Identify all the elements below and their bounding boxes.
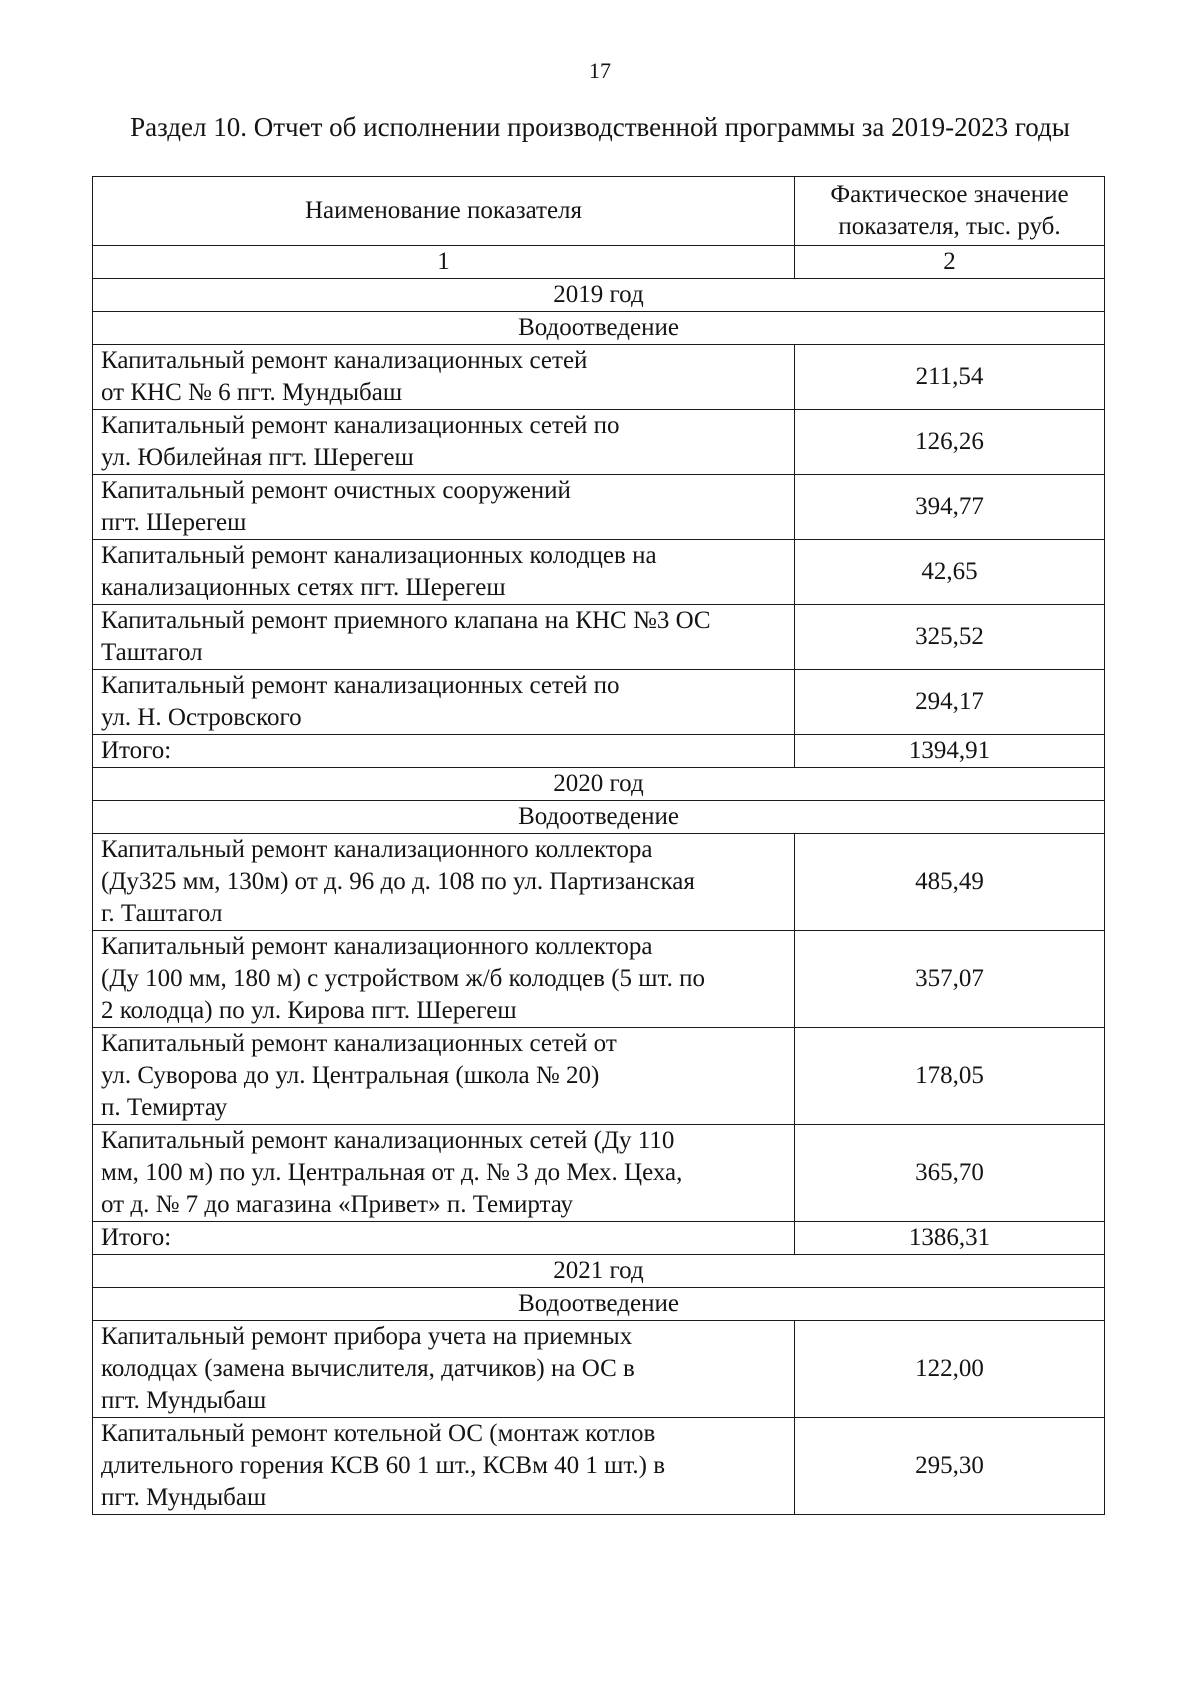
year-row	[93, 768, 1105, 801]
indicator-value-cell: 294,17	[795, 670, 1105, 735]
indicator-name-line: ул. Суворова до ул. Центральная (школа № 20)	[101, 1062, 600, 1089]
indicator-name-line: Капитальный ремонт канализационных сетей (Ду 110	[101, 1127, 675, 1154]
indicator-name-cell	[93, 1418, 795, 1515]
indicator-value-cell: 485,49	[795, 834, 1105, 931]
indicator-name-cell	[93, 1028, 795, 1125]
indicator-name-cell	[93, 475, 795, 540]
indicator-name-line: Капитальный ремонт канализационного коллектора	[101, 933, 653, 960]
indicator-name-line: Капитальный ремонт канализационных сетей по	[101, 412, 620, 439]
table-row	[93, 475, 1105, 540]
indicator-name-line: мм, 100 м) по ул. Центральная от д. № 3 до Мех. Цеха,	[101, 1159, 683, 1186]
header-indicator-name: Наименование показателя	[93, 177, 795, 246]
indicator-name-line: Таштагол	[101, 639, 203, 666]
year-row	[93, 1255, 1105, 1288]
total-label: Итого:	[93, 735, 795, 768]
indicator-name-line: от д. № 7 до магазина «Привет» п. Темиртау	[101, 1191, 574, 1218]
indicator-name-cell	[93, 670, 795, 735]
category-row	[93, 1288, 1105, 1321]
indicator-name-line: г. Таштагол	[101, 900, 223, 927]
indicator-name-line: п. Темиртау	[101, 1094, 228, 1121]
indicator-name-cell	[93, 834, 795, 931]
page-number: 17	[589, 58, 611, 83]
indicator-name-line: Капитальный ремонт канализационных колодцев на	[101, 542, 657, 569]
total-value: 1394,91	[795, 735, 1105, 768]
indicator-name-line: ул. Н. Островского	[101, 704, 302, 731]
indicator-name-line: Капитальный ремонт канализационных сетей от	[101, 1030, 617, 1057]
indicator-value-cell: 42,65	[795, 540, 1105, 605]
category-label: Водоотведение	[93, 312, 1105, 345]
indicator-value-cell: 295,30	[795, 1418, 1105, 1515]
indicator-name-line: канализационных сетях пгт. Шерегеш	[101, 574, 506, 601]
year-label: 2019 год	[93, 279, 1105, 312]
indicator-name-line: пгт. Мундыбаш	[101, 1387, 267, 1414]
column-numbering-row	[93, 246, 1105, 279]
indicator-name-line: Капитальный ремонт приемного клапана на КНС №3 ОС	[101, 607, 711, 634]
indicator-name-cell	[93, 605, 795, 670]
year-label: 2020 год	[93, 768, 1105, 801]
indicator-name-line: от КНС № 6 пгт. Мундыбаш	[101, 379, 403, 406]
report-table	[92, 176, 1105, 1515]
table-row	[93, 1125, 1105, 1222]
table-row	[93, 834, 1105, 931]
table-row	[93, 1418, 1105, 1515]
indicator-value-cell: 365,70	[795, 1125, 1105, 1222]
indicator-name-line: колодцах (замена вычислителя, датчиков) на ОС в	[101, 1355, 635, 1382]
indicator-name-cell	[93, 540, 795, 605]
indicator-name-cell	[93, 931, 795, 1028]
table-row	[93, 1321, 1105, 1418]
indicator-name-line: Капитальный ремонт прибора учета на приемных	[101, 1323, 633, 1350]
total-label: Итого:	[93, 1222, 795, 1255]
indicator-name-line: пгт. Шерегеш	[101, 509, 247, 536]
table-row	[93, 1028, 1105, 1125]
indicator-name-line: пгт. Мундыбаш	[101, 1484, 267, 1511]
year-row	[93, 279, 1105, 312]
category-row	[93, 312, 1105, 345]
indicator-value-cell: 126,26	[795, 410, 1105, 475]
indicator-value-cell: 178,05	[795, 1028, 1105, 1125]
table-row	[93, 345, 1105, 410]
indicator-name-line: Капитальный ремонт канализационных сетей	[101, 347, 588, 374]
header-actual-value: Фактическое значение показателя, тыс. руб.	[795, 177, 1105, 246]
indicator-name-line: (Ду325 мм, 130м) от д. 96 до д. 108 по ул. Партизанская	[101, 868, 695, 895]
indicator-name-line: Капитальный ремонт очистных сооружений	[101, 477, 571, 504]
indicator-name-line: (Ду 100 мм, 180 м) с устройством ж/б колодцев (5 шт. по	[101, 965, 705, 992]
indicator-value-cell: 122,00	[795, 1321, 1105, 1418]
indicator-name-line: Капитальный ремонт канализационных сетей по	[101, 672, 620, 699]
category-label: Водоотведение	[93, 1288, 1105, 1321]
table-row	[93, 670, 1105, 735]
total-row	[93, 735, 1105, 768]
indicator-name-line: ул. Юбилейная пгт. Шерегеш	[101, 444, 414, 471]
indicator-name-cell	[93, 410, 795, 475]
indicator-name-line: 2 колодца) по ул. Кирова пгт. Шерегеш	[101, 997, 517, 1024]
year-label: 2021 год	[93, 1255, 1105, 1288]
total-value: 1386,31	[795, 1222, 1105, 1255]
total-row	[93, 1222, 1105, 1255]
indicator-name-line: длительного горения КСВ 60 1 шт., КСВм 40 1 шт.) в	[101, 1452, 666, 1479]
indicator-value-cell: 211,54	[795, 345, 1105, 410]
indicator-name-line: Капитальный ремонт канализационного коллектора	[101, 836, 653, 863]
section-title: Раздел 10. Отчет об исполнении производственной программы за 2019-2023 годы	[130, 112, 1070, 142]
indicator-value-cell: 325,52	[795, 605, 1105, 670]
column-number-1: 1	[93, 246, 795, 279]
indicator-name-cell	[93, 1321, 795, 1418]
table-row	[93, 540, 1105, 605]
indicator-name-line: Капитальный ремонт котельной ОС (монтаж котлов	[101, 1420, 656, 1447]
table-row	[93, 931, 1105, 1028]
category-row	[93, 801, 1105, 834]
table-row	[93, 410, 1105, 475]
indicator-name-cell	[93, 345, 795, 410]
indicator-name-cell	[93, 1125, 795, 1222]
indicator-value-cell: 394,77	[795, 475, 1105, 540]
table-row	[93, 605, 1105, 670]
header-row	[93, 177, 1105, 246]
indicator-value-cell: 357,07	[795, 931, 1105, 1028]
column-number-2: 2	[795, 246, 1105, 279]
category-label: Водоотведение	[93, 801, 1105, 834]
